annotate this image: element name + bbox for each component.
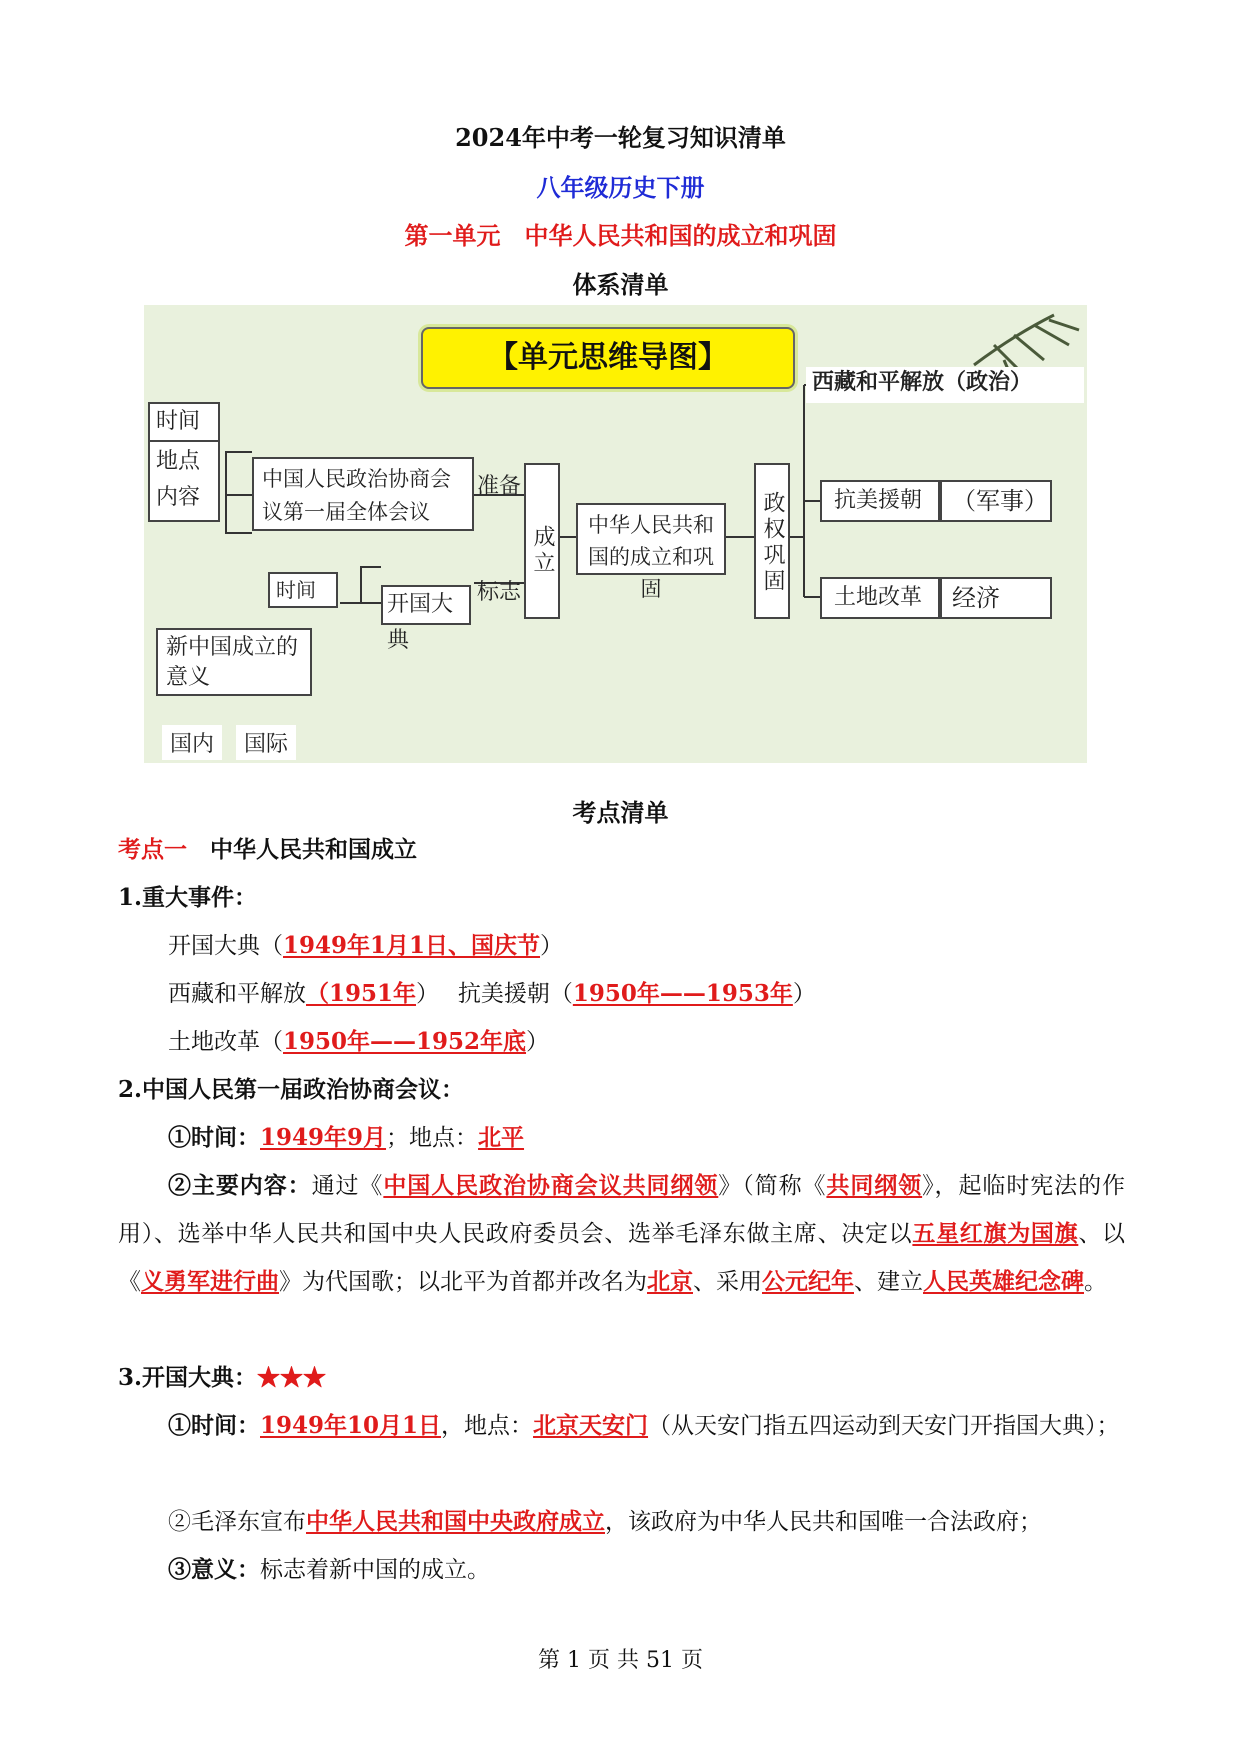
cppcc-box: 中国人民政治协商会议第一届全体会议 — [252, 457, 474, 531]
event-founding: 开国大典（1949年1月1日、国庆节） — [168, 932, 564, 959]
label-domestic: 国内 — [162, 725, 222, 760]
label-prepare: 准备 — [477, 474, 522, 499]
ceremony-time-place: ①时间：1949年10月1日，地点：北京天安门（从天安门指五四运动到天安门开指国大典）； — [168, 1412, 1120, 1439]
section3-title: 3.开国大典：★★★ — [118, 1364, 327, 1391]
cppcc-main-content: ②主要内容：通过《中国人民政治协商会议共同纲领》（简称《共同纲领》，起临时宪法的作用）、选举中华人民共和国中央人民政府委员会、选举毛泽东做主席、决定以五星红旗为国旗、以《义勇军进行曲》为代国歌；以北平为首都并改名为北京、采用公元纪年、建立人民英雄纪念碑。 — [118, 1172, 1126, 1295]
section-system-list: 体系清单 — [572, 270, 669, 299]
cppcc-time: 1949年9月 — [260, 1124, 387, 1151]
point1-heading — [118, 834, 417, 866]
section-exam-list: 考点清单 — [572, 798, 669, 827]
page-footer: 第 1 页 共 51 页 — [538, 1648, 703, 1673]
event-tibet-date: （1951年 — [306, 980, 417, 1007]
event-tibet-korea: 西藏和平解放（1951年） 抗美援朝（1950年——1953年） — [168, 980, 816, 1007]
importance-stars: ★★★ — [257, 1364, 327, 1391]
section1-title: 1.重大事件： — [118, 884, 258, 911]
center-box: 中华人民共和国的成立和巩固 — [576, 503, 726, 575]
point1-label: 考点一 — [118, 836, 187, 863]
cppcc-place: 北平 — [478, 1124, 525, 1151]
doc-subtitle: 八年级历史下册 — [536, 173, 705, 202]
label-place: 地点 — [156, 449, 201, 474]
korea-box: 抗美援朝 — [820, 480, 940, 522]
cppcc-time-place: ①时间：1949年9月；地点：北平 — [168, 1124, 525, 1151]
consolidate-box: 政权巩固 — [754, 463, 790, 619]
central-government: 中华人民共和国中央政府成立 — [306, 1508, 605, 1535]
mind-map-title: 【单元思维导图】 — [421, 327, 795, 389]
doc-title: 2024年中考一轮复习知识清单 — [455, 123, 786, 152]
event-land-reform-date: 1950年——1952年底 — [283, 1028, 527, 1055]
label-sign: 标志 — [477, 580, 522, 605]
land-reform-box: 土地改革 — [820, 577, 940, 619]
ceremony-box: 开国大典 — [381, 585, 471, 625]
point1-title: 中华人民共和国成立 — [210, 836, 417, 863]
event-founding-date: 1949年1月1日、国庆节 — [283, 932, 541, 959]
significance-box: 新中国成立的意义 — [156, 628, 312, 696]
ceremony-item2: ②毛泽东宣布中华人民共和国中央政府成立，该政府为中华人民共和国唯一合法政府； — [168, 1508, 1042, 1535]
label-content: 内容 — [156, 485, 201, 510]
label-time: 时间 — [148, 402, 220, 442]
economy-box: 经济 — [940, 577, 1052, 619]
mind-map — [144, 305, 1087, 763]
label-place-content — [148, 442, 220, 522]
section2-title: 2.中国人民第一届政治协商会议： — [118, 1076, 465, 1103]
label-international: 国际 — [236, 725, 296, 760]
unit-title: 第一单元 中华人民共和国的成立和巩固 — [404, 221, 837, 250]
establish-box: 成立 — [524, 463, 560, 619]
military-box: （军事） — [940, 480, 1052, 522]
tibet-label: 西藏和平解放（政治） — [806, 367, 1084, 403]
ceremony-time: 1949年10月1日 — [260, 1412, 442, 1439]
label-time-2: 时间 — [268, 572, 338, 608]
event-land-reform: 土地改革（1950年——1952年底） — [168, 1028, 550, 1055]
ceremony-item3: ③意义：标志着新中国的成立。 — [168, 1556, 490, 1583]
ceremony-place: 北京天安门 — [533, 1412, 649, 1439]
event-korea-date: 1950年——1953年 — [572, 980, 793, 1007]
